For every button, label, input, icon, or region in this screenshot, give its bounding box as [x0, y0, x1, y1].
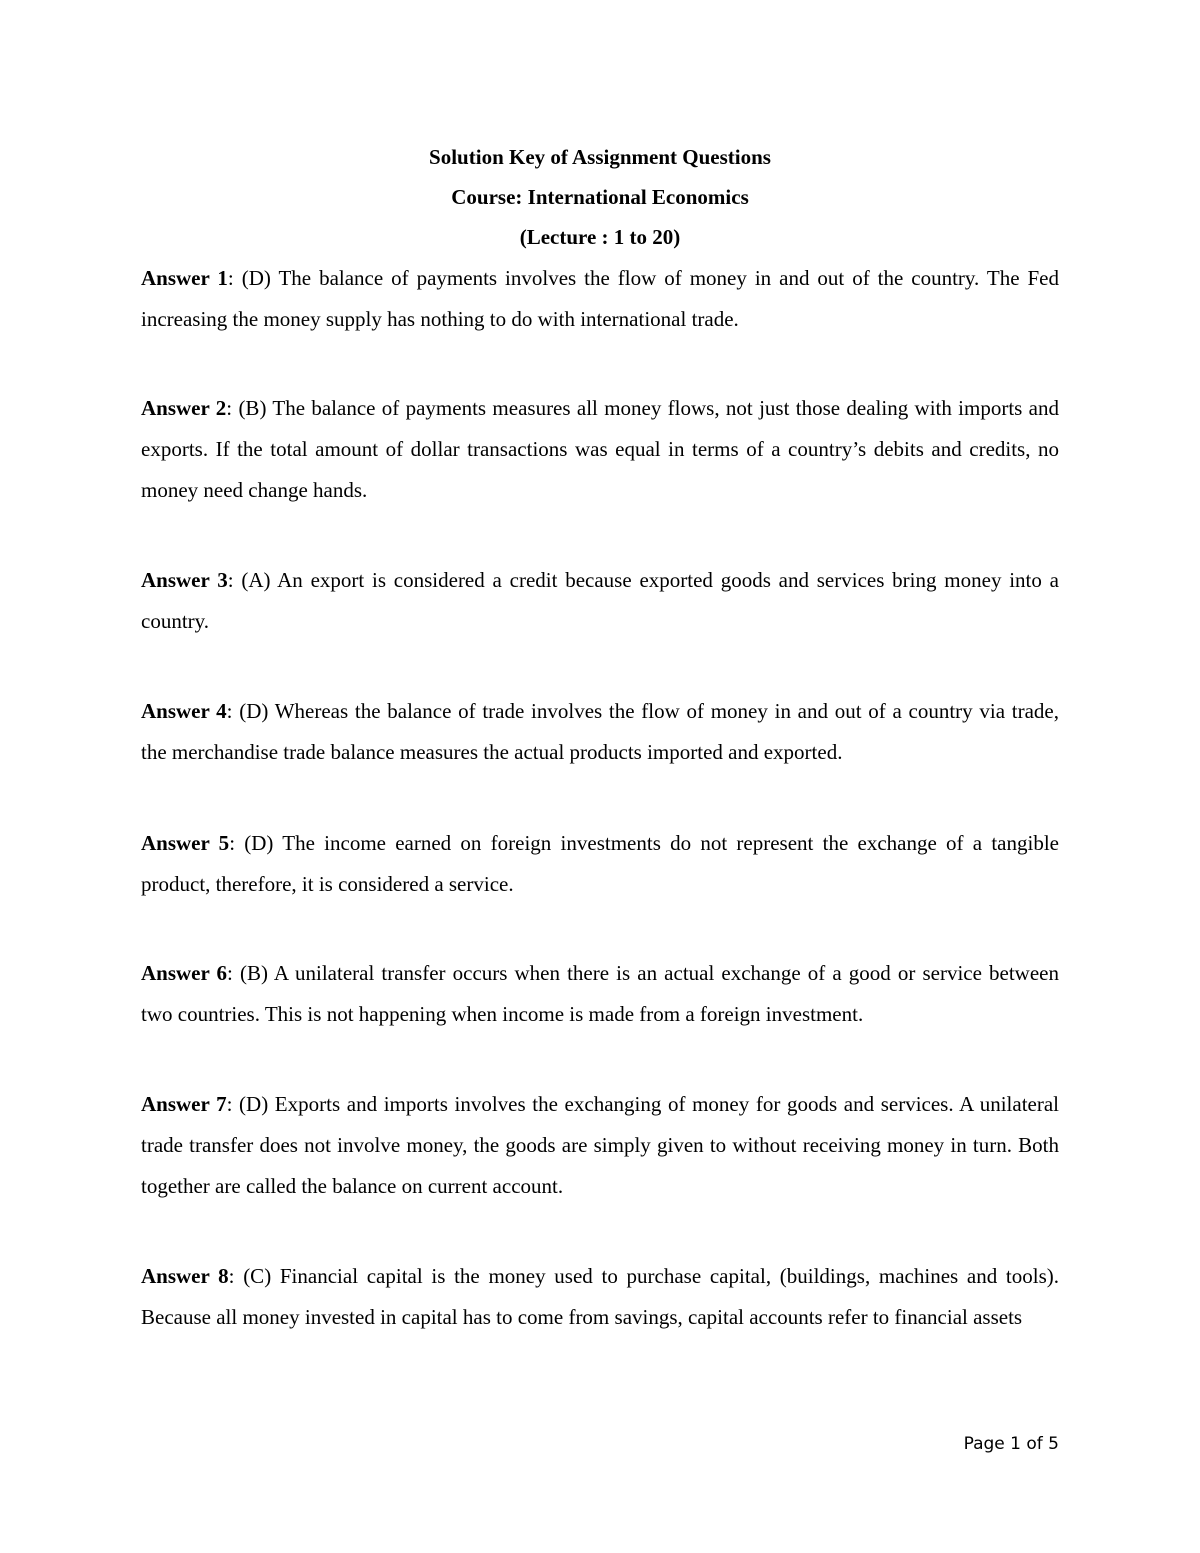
answer-paragraph [141, 953, 1059, 1035]
answer-label: Answer 3 [141, 568, 228, 592]
answer-label: Answer 7 [141, 1092, 227, 1116]
answer-paragraph [141, 388, 1059, 511]
answer-paragraph [141, 1084, 1059, 1207]
answer-text: : (D) The income earned on foreign investments do not represent the exchange of a tangible product, therefore, it is considered a service. [141, 831, 1059, 896]
answer-label: Answer 1 [141, 266, 228, 290]
document-title: Solution Key of Assignment Questions [429, 145, 771, 169]
answer-paragraph [141, 258, 1059, 340]
answer-label: Answer 2 [141, 396, 227, 420]
answer-paragraph [141, 691, 1059, 773]
answer-text: : (B) The balance of payments measures all money flows, not just those dealing with imports and exports. If the total amount of dollar transactions was equal in terms of a country’s debits and credits, no money need change hands. [141, 396, 1059, 502]
answer-paragraph [141, 1256, 1059, 1338]
answer-text: : (C) Financial capital is the money used to purchase capital, (buildings, machines and tools). Because all money invested in capital has to come from savings, capital accounts refer to financial assets [141, 1264, 1059, 1329]
answer-paragraph [141, 823, 1059, 905]
answer-label: Answer 8 [141, 1264, 229, 1288]
answer-text: : (B) A unilateral transfer occurs when there is an actual exchange of a good or service between two countries. This is not happening when income is made from a foreign investment. [141, 961, 1059, 1026]
answer-text: : (D) Whereas the balance of trade involves the flow of money in and out of a country via trade, the merchandise trade balance measures the actual products imported and exported. [141, 699, 1059, 764]
answer-text: : (D) Exports and imports involves the exchanging of money for goods and services. A unilateral trade transfer does not involve money, the goods are simply given to without receiving money in turn. Both together are called the balance on current account. [141, 1092, 1059, 1198]
page-number: Page 1 of 5 [963, 1434, 1059, 1454]
answer-label: Answer 6 [141, 961, 228, 985]
answer-paragraph [141, 560, 1059, 642]
answer-label: Answer 5 [141, 831, 230, 855]
lecture-range: (Lecture : 1 to 20) [519, 225, 681, 249]
answer-text: : (D) The balance of payments involves the flow of money in and out of the country. The Fed increasing the money supply has nothing to do with international trade. [141, 266, 1060, 331]
answer-label: Answer 4 [141, 699, 227, 723]
answer-text: : (A) An export is considered a credit because exported goods and services bring money into a country. [141, 568, 1059, 633]
course-title: Course: International Economics [451, 185, 749, 209]
